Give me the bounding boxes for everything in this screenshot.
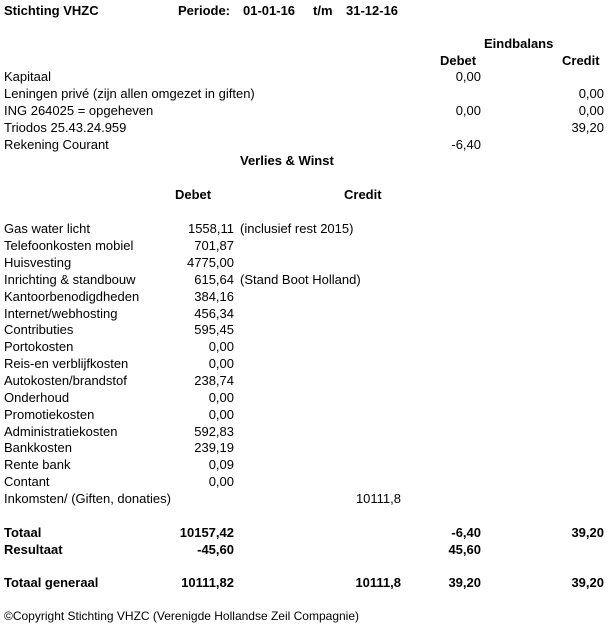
pl-row-debet: 0,00 bbox=[208, 356, 234, 371]
balance-row-label: Triodos 25.43.24.959 bbox=[4, 120, 127, 135]
periode-from: 01-01-16 bbox=[243, 3, 296, 18]
balance-col-debet: Debet bbox=[440, 53, 477, 68]
pl-title: Verlies & Winst bbox=[240, 153, 334, 168]
pl-row-debet: 0,00 bbox=[208, 390, 234, 405]
pl-row-debet: 701,87 bbox=[194, 238, 234, 253]
generaal-label: Totaal generaal bbox=[4, 575, 99, 590]
balance-row-debet: 0,00 bbox=[455, 103, 481, 118]
pl-row-label: Bankkosten bbox=[4, 440, 72, 455]
pl-row-label: Reis-en verblijfkosten bbox=[4, 356, 129, 371]
balance-row-debet: 0,00 bbox=[455, 69, 481, 84]
periode-to: 31-12-16 bbox=[346, 3, 399, 18]
pl-row-note: (inclusief rest 2015) bbox=[240, 221, 354, 236]
pl-row-label: Telefoonkosten mobiel bbox=[4, 238, 134, 253]
pl-row-label: Inkomsten/ (Giften, donaties) bbox=[4, 491, 171, 506]
balance-row-label: Kapitaal bbox=[4, 69, 51, 84]
totaal-pl-debet: 10157,42 bbox=[179, 525, 234, 540]
generaal-pl-debet: 10111,82 bbox=[181, 575, 234, 590]
periode-label: Periode: bbox=[178, 3, 231, 18]
pl-row-label: Gas water licht bbox=[4, 221, 90, 236]
pl-row-debet: 239,19 bbox=[194, 440, 234, 455]
pl-row-debet: 4775,00 bbox=[187, 255, 234, 270]
pl-row-label: Autokosten/brandstof bbox=[4, 373, 127, 388]
balance-row-label: Rekening Courant bbox=[4, 137, 109, 152]
pl-row-note: (Stand Boot Holland) bbox=[240, 272, 361, 287]
generaal-bal-debet: 39,20 bbox=[448, 575, 481, 590]
pl-row-label: Portokosten bbox=[4, 339, 74, 354]
balance-title: Eindbalans bbox=[484, 36, 554, 51]
generaal-bal-credit: 39,20 bbox=[571, 575, 604, 590]
pl-row-label: Promotiekosten bbox=[4, 407, 95, 422]
pl-col-debet: Debet bbox=[175, 187, 212, 202]
org-name: Stichting VHZC bbox=[4, 3, 99, 18]
pl-row-debet: 456,34 bbox=[194, 306, 234, 321]
pl-row-debet: 238,74 bbox=[194, 373, 234, 388]
totaal-bal-debet: -6,40 bbox=[451, 525, 481, 540]
pl-row-label: Rente bank bbox=[4, 457, 71, 472]
resultaat-bal-debet: 45,60 bbox=[448, 542, 481, 557]
balance-row-credit: 39,20 bbox=[571, 120, 604, 135]
resultaat-pl-debet: -45,60 bbox=[197, 542, 234, 557]
balance-row-label: ING 264025 = opgeheven bbox=[4, 103, 154, 118]
balance-row-debet: -6,40 bbox=[451, 137, 481, 152]
pl-row-debet: 0,00 bbox=[208, 407, 234, 422]
pl-row-label: Contant bbox=[4, 474, 50, 489]
totaal-bal-credit: 39,20 bbox=[571, 525, 604, 540]
pl-row-label: Huisvesting bbox=[4, 255, 72, 270]
resultaat-label: Resultaat bbox=[4, 542, 63, 557]
pl-row-debet: 384,16 bbox=[194, 289, 234, 304]
generaal-pl-credit: 10111,8 bbox=[355, 575, 401, 590]
copyright: ©Copyright Stichting VHZC (Verenigde Hollandse Zeil Compagnie) bbox=[4, 609, 360, 623]
balance-col-credit: Credit bbox=[562, 53, 600, 68]
pl-row-debet: 615,64 bbox=[194, 272, 234, 287]
pl-row-label: Administratiekosten bbox=[4, 424, 118, 439]
pl-row-debet: 0,00 bbox=[208, 474, 234, 489]
pl-row-label: Onderhoud bbox=[4, 390, 70, 405]
pl-row-debet: 595,45 bbox=[194, 322, 234, 337]
pl-row-debet: 0,00 bbox=[208, 339, 234, 354]
pl-row-debet: 1558,11 bbox=[187, 221, 234, 236]
pl-row-label: Contributies bbox=[4, 322, 74, 337]
pl-row-debet: 592,83 bbox=[194, 424, 234, 439]
balance-row-credit: 0,00 bbox=[578, 86, 604, 101]
pl-row-label: Inrichting & standbouw bbox=[4, 272, 136, 287]
periode-tm: t/m bbox=[313, 3, 333, 18]
pl-row-debet: 0,09 bbox=[208, 457, 234, 472]
totaal-label: Totaal bbox=[4, 525, 42, 540]
balance-row-credit: 0,00 bbox=[578, 103, 604, 118]
pl-col-credit: Credit bbox=[344, 187, 382, 202]
pl-row-label: Internet/webhosting bbox=[4, 306, 118, 321]
pl-row-label: Kantoorbenodigdheden bbox=[4, 289, 140, 304]
balance-row-label: Leningen privé (zijn allen omgezet in giften) bbox=[4, 86, 255, 101]
pl-row-credit: 10111,8 bbox=[355, 491, 401, 506]
